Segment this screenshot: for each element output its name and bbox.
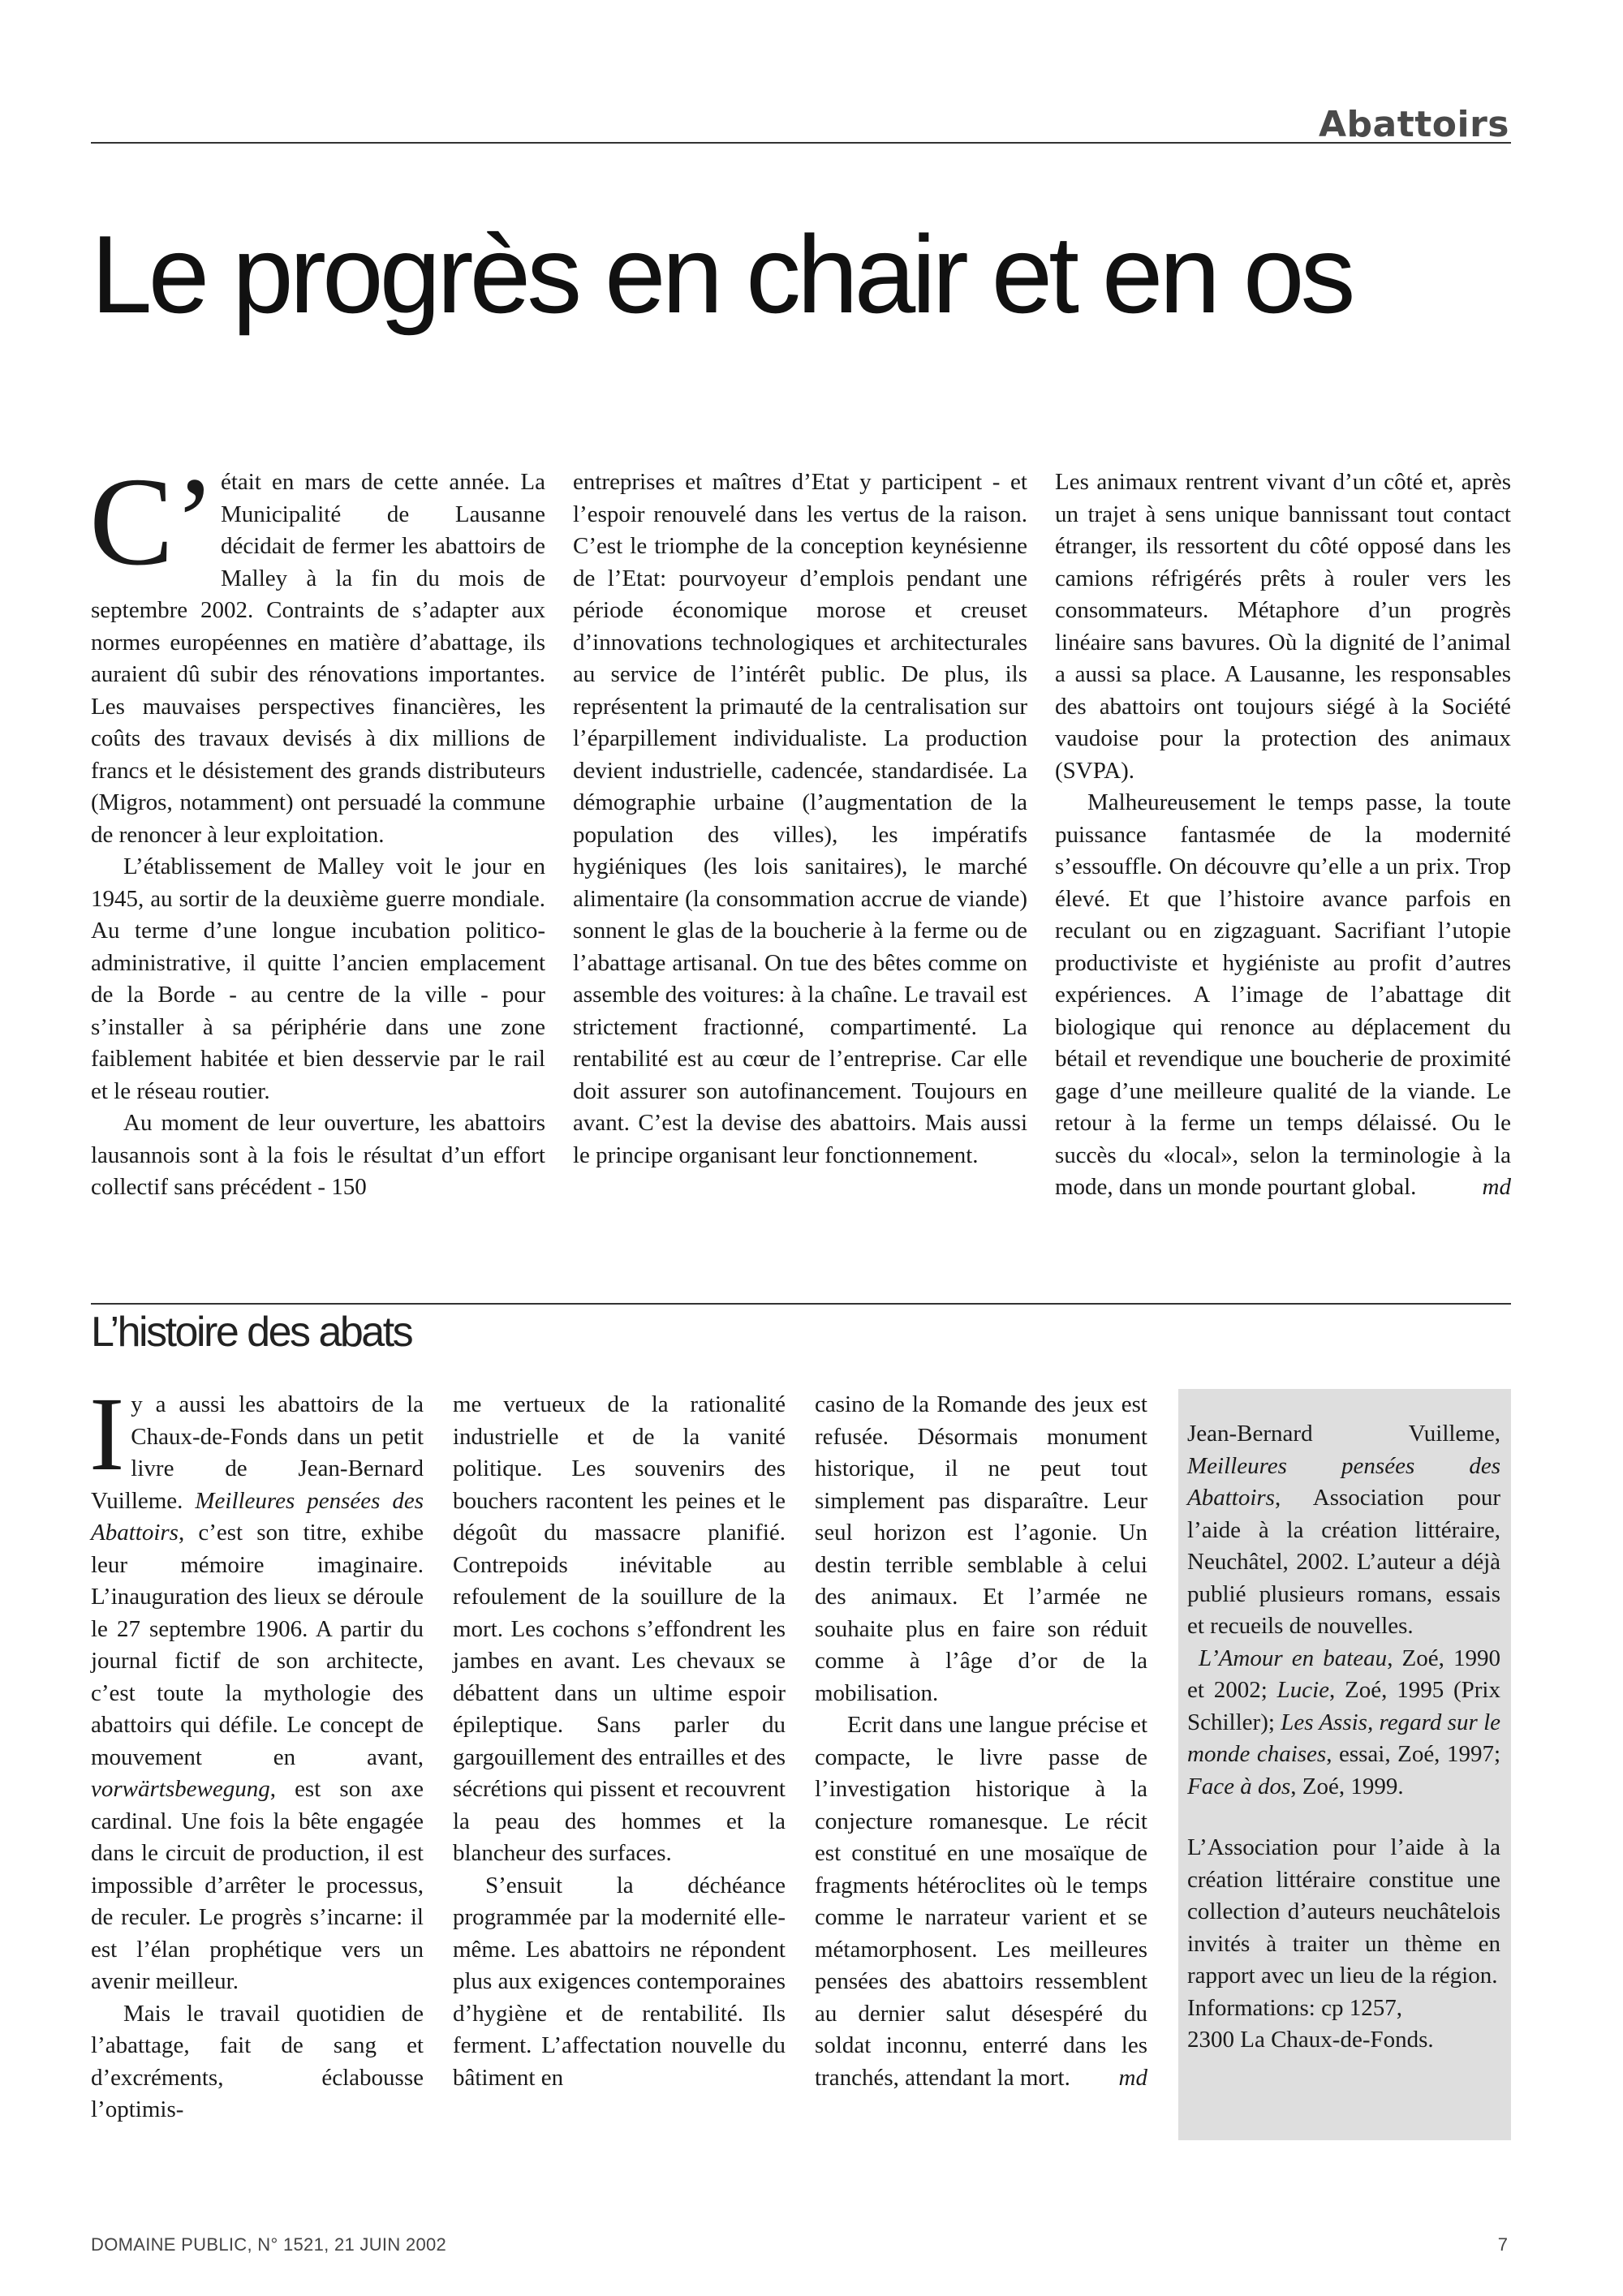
contact-info [1187,1993,1500,2057]
paragraph-text: , est son axe cardinal. Une fois la bête engagée dans le circuit de production, il est impossible d’arrêter le processus, de reculer. Le progrès s’incarne: il est l’élan prophétique vers un avenir meilleur. [91,1776,424,1994]
article-paragraph: Mais le travail quotidien de l’abattage, fait de sang et d’excréments, éclabousse l’optimis- [91,2000,424,2122]
second-article-column-1 [89,1376,424,2126]
article-column-1 [89,451,545,1204]
article-paragraph: Au moment de leur ouverture, les abattoirs lausannois sont à la fois le résultat d’un effort collectif sans précédent - 150 [91,1110,545,1200]
article-paragraph [815,1709,1147,2094]
page-number: 7 [1497,2234,1508,2255]
association-description: L’Association pour l’aide à la création littéraire constitue une collection d’auteurs neuchâtelois invités à traiter un thème en rapport avec un lieu de la région. [1187,1834,1500,1989]
second-article-title: L’histoire des abats [91,1309,412,1356]
book-details: , essai, Zoé, 1997; [1326,1741,1501,1767]
book-title: L’Amour en bateau [1199,1645,1388,1671]
book-title: Meilleures pensées des Abattoirs [91,1487,424,1546]
book-title: Lucie [1276,1677,1330,1703]
article-paragraph: me vertueux de la rationalité industrielle et de la vanité politique. Les souvenirs des bouchers racontent les peines et le dégoût du massacre planifié. Contrepoids inévitable au refoulement de la souillure de la mort. Les cochons s’effondrent les jambes en avant. Les chevaux se débattent dans un ultime espoir épileptique. Sans parler du gargouillement des entrailles et des sécrétions qui pissent et recouvrent la peau des hommes et la blancheur des surfaces. [453,1391,786,1866]
contact-line: Informations: cp 1257, [1187,1994,1402,2021]
book-title: Meilleures pensées des Abattoirs [1187,1452,1500,1511]
paragraph-text: y a aussi les abattoirs de la Chaux-de-Fonds dans un petit livre de Jean-Bernard Vuilleme. [91,1391,424,1514]
info-box-text [1187,1418,1500,2057]
article-column-3 [1055,467,1511,1204]
paragraph-text: , c’est son titre, exhibe leur mémoire imaginaire. L’inauguration des lieux se déroule le 27 septembre 1906. A partir du journal fictif de son architecte, c’est toute la mythologie des abattoirs qui défile. Le concept de mouvement en avant, [91,1520,424,1770]
bibliography [1187,1643,1500,1804]
publication-footer: DOMAINE PUBLIC, N° 1521, 21 JUIN 2002 [91,2234,447,2255]
article-paragraph [1055,787,1511,1204]
second-article-column-3 [815,1389,1147,2094]
article-paragraph [89,451,545,851]
article-paragraph: S’ensuit la déchéance programmée par la modernité elle-même. Les abattoirs ne répondent plus aux exigences contemporaines d’hygiène et de rentabilité. Ils ferment. L’affectation nouvelle du bâtiment en [453,1872,786,2091]
drop-cap: I [89,1376,125,1493]
article-paragraph: entreprises et maîtres d’Etat y participent - et l’espoir renouvelé dans les vertus de la raison. C’est le triomphe de la conception keynésienne de l’Etat: pourvoyeur d’emplois pendant une période économique morose et creuset d’innovations technologiques et architecturales au service de l’intérêt public. De plus, ils représentent la primauté de la centralisation sur l’éparpillement individualiste. La production devient industrielle, cadencée, standardisée. La démographie urbaine (l’augmentation de la population des villes), les impératifs hygiéniques (les lois sanitaires), le marché alimentaire (la consommation accrue de viande) sonnent le glas de la boucherie à la ferme ou de l’abattage artisanal. On tue des bêtes comme on assemble des voitures: à la chaîne. Le travail est strictement fractionné, compartimenté. La rentabilité est au cœur de l’entreprise. Car elle doit assurer son autofinancement. Toujours en avant. C’est la devise des abattoirs. Mais aussi le principe organisant leur fonctionnement. [573,469,1027,1168]
section-rule [91,1303,1511,1305]
article-paragraph [89,1376,424,1998]
header-rule [91,142,1511,144]
drop-cap: C’ [89,451,216,591]
book-details: , Zoé, 1999. [1290,1773,1404,1799]
book-title: Les Assis, regard sur le monde chaises [1187,1709,1500,1767]
book-title: Face à dos [1187,1773,1291,1799]
german-term: vorwärtsbewegung [91,1776,270,1802]
second-article-column-2 [453,1389,786,2094]
book-details: , Zoé, 1995 (Prix Schiller); [1187,1677,1500,1735]
author-name: Jean-Bernard Vuilleme, [1187,1421,1500,1447]
book-reference [1187,1418,1500,1643]
article-paragraph: casino de la Romande des jeux est refusée. Désormais monument historique, il ne peut tout simplement pas disparaître. Leur seul horizon est l’agonie. Un destin terrible semblable à celui des animaux. Et l’armée ne souhaite plus en faire son réduit comme à l’âge d’or de la mobilisation. [815,1391,1147,1706]
contact-line: 2300 La Chaux-de-Fonds. [1187,2027,1434,2053]
author-signature: md [1482,1174,1511,1200]
article-paragraph: L’établissement de Malley voit le jour en 1945, au sortir de la deuxième guerre mondiale. Au terme d’une longue incubation politico-administrative, il quitte l’ancien emplacement de la Borde - au centre de la ville - pour s’installer à sa périphérie dans une zone faiblement habitée et bien desservie par le rail et le réseau routier. [91,853,545,1104]
publisher-info: , Association pour l’aide à la création littéraire, Neuchâtel, 2002. L’auteur a déjà publié plusieurs romans, essais et recueils de nouvelles. [1187,1485,1500,1639]
article-column-2 [573,467,1027,1172]
article-title: Le progrès en chair et en os [91,213,1352,336]
paragraph-text: Malheureusement le temps passe, la toute puissance fantasmée de la modernité s’essouffle. On découvre qu’elle a un prix. Trop élevé. Et que l’histoire avance parfois en reculant ou en zigzaguant. Sacrifiant l’utopie productiviste et hygiéniste au profit d’autres expériences. A l’image de l’abattage dit biologique qui renonce au déplacement du bétail et revendique une boucherie de proximité gage d’une meilleure qualité de la viande. Le retour à la ferme un temps délaissé. Ou le succès du «local», selon la terminologie à la mode, dans un monde pourtant global. [1055,789,1511,1200]
paragraph-text: était en mars de cette année. La Municipalité de Lausanne décidait de fermer les abattoirs de Malley à la fin du mois de septembre 2002. Contraints de s’adapter aux normes européennes en matière d’abattage, ils auraient dû subir des rénovations importantes. Les mauvaises perspectives financières, les coûts des travaux devisés à dix millions de francs et le désistement des grands distributeurs (Migros, notamment) ont persuadé la commune de renoncer à leur exploitation. [91,469,545,848]
section-label: Abattoirs [1318,104,1509,145]
article-paragraph: Les animaux rentrent vivant d’un côté et, après un trajet à sens unique bannissant tout contact étranger, ils ressortent du côté opposé dans les camions réfrigérés prêts à rouler vers les consommateurs. Métaphore d’un progrès linéaire sans bavures. Où la dignité de l’animal a aussi sa place. A Lausanne, les responsables des abattoirs ont toujours siégé à la Société vaudoise pour la protection des animaux (SVPA). [1055,469,1511,784]
author-signature: md [1118,2064,1147,2091]
book-details: , Zoé, 1990 et 2002; [1187,1645,1500,1703]
paragraph-text: Ecrit dans une langue précise et compacte, le livre passe de l’investigation historique à la conjecture romanesque. Le récit est constitué en une mosaïque de fragments hétéroclites où le temps comme le narrateur varient et se métamorphosent. Les meilleures pensées des abattoirs ressemblent au dernier salut désespéré du soldat inconnu, enterré dans les tranchés, attendant la mort. [815,1712,1147,2091]
